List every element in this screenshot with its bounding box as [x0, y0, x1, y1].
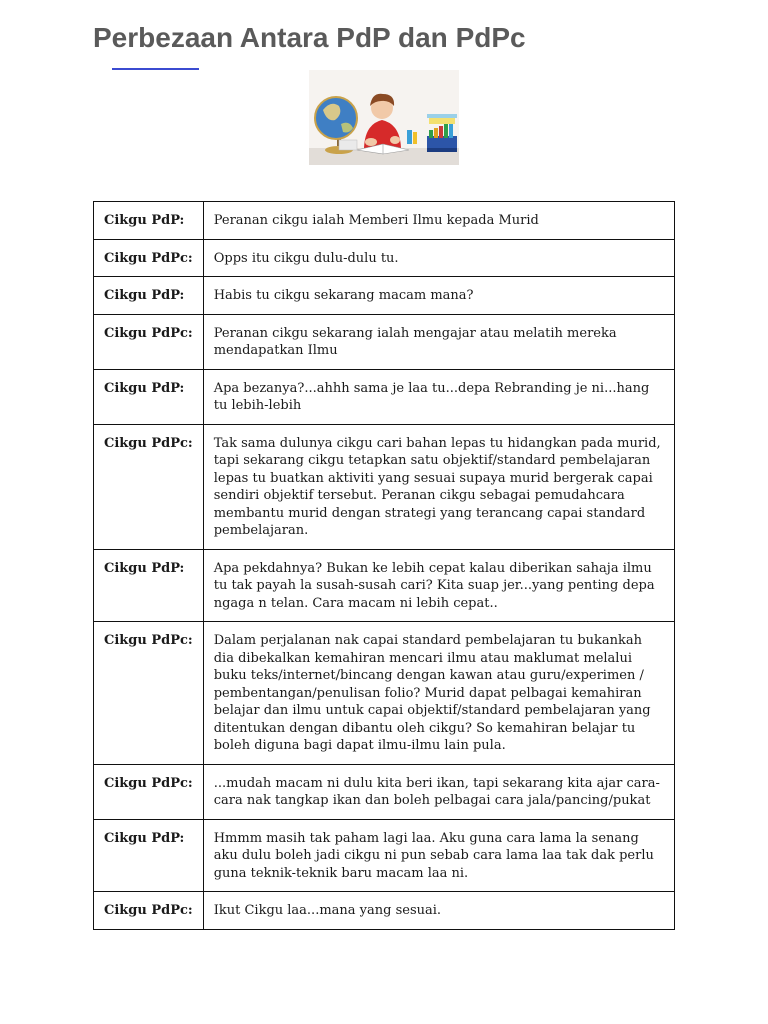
table-row: [94, 314, 675, 369]
speaker-label: Cikgu PdPc:: [94, 239, 204, 277]
speaker-label: Cikgu PdP:: [94, 202, 204, 240]
table-row: [94, 622, 675, 765]
dialogue-text: Dalam perjalanan nak capai standard pembelajaran tu bukankah dia dibekalkan kemahiran mencari ilmu atau maklumat melalui buku teks/internet/bincang dengan kawan atau guru/experimen / pembentangan/penulisan folio? Murid dapat pelbagai kemahiran belajar dan ilmu untuk capai objektif/standard pembelajaran yang ditentukan dengan dibantu oleh cikgu? So kemahiran belajar tu boleh diguna bagi dapat ilmu-ilmu lain pula.: [203, 622, 674, 765]
title-underline: [112, 68, 199, 70]
page-title: Perbezaan Antara PdP dan PdPc: [93, 22, 526, 53]
table-row: [94, 892, 675, 930]
speaker-label: Cikgu PdPc:: [94, 314, 204, 369]
table-row: [94, 549, 675, 622]
speaker-label: Cikgu PdP:: [94, 549, 204, 622]
dialogue-text: Hmmm masih tak paham lagi laa. Aku guna cara lama la senang aku dulu boleh jadi cikgu ni pun sebab cara lama laa tak dak perlu guna teknik-teknik baru macam laa ni.: [203, 819, 674, 892]
illustration-drawing: [309, 70, 459, 165]
table-row: [94, 369, 675, 424]
speaker-label: Cikgu PdPc:: [94, 424, 204, 549]
dialogue-text: Apa pekdahnya? Bukan ke lebih cepat kalau diberikan sahaja ilmu tu tak payah la susah-susah cari? Kita suap jer...yang penting depa ngaga n telan. Cara macam ni lebih cepat..: [203, 549, 674, 622]
dialogue-text: Habis tu cikgu sekarang macam mana?: [203, 277, 674, 315]
speaker-label: Cikgu PdP:: [94, 277, 204, 315]
boy-studying-illustration: [309, 70, 459, 165]
dialogue-text: Peranan cikgu sekarang ialah mengajar atau melatih mereka mendapatkan Ilmu: [203, 314, 674, 369]
table-row: [94, 277, 675, 315]
dialogue-text: Ikut Cikgu laa...mana yang sesuai.: [203, 892, 674, 930]
speaker-label: Cikgu PdP:: [94, 369, 204, 424]
dialogue-text: Apa bezanya?...ahhh sama je laa tu...depa Rebranding je ni...hang tu lebih-lebih: [203, 369, 674, 424]
table-row: [94, 202, 675, 240]
dialogue-text: Opps itu cikgu dulu-dulu tu.: [203, 239, 674, 277]
table-row: [94, 424, 675, 549]
speaker-label: Cikgu PdP:: [94, 819, 204, 892]
speaker-label: Cikgu PdPc:: [94, 892, 204, 930]
table-row: [94, 819, 675, 892]
speaker-label: Cikgu PdPc:: [94, 622, 204, 765]
dialogue-text: Peranan cikgu ialah Memberi Ilmu kepada Murid: [203, 202, 674, 240]
dialogue-table: [93, 201, 675, 930]
dialogue-text: ...mudah macam ni dulu kita beri ikan, tapi sekarang kita ajar cara-cara nak tangkap ikan dan boleh pelbagai cara jala/pancing/pukat: [203, 764, 674, 819]
table-row: [94, 764, 675, 819]
speaker-label: Cikgu PdPc:: [94, 764, 204, 819]
dialogue-text: Tak sama dulunya cikgu cari bahan lepas tu hidangkan pada murid, tapi sekarang cikgu tetapkan satu objektif/standard pembelajaran lepas tu buatkan aktiviti yang sesuai supaya murid bergerak capai sendiri objektif tersebut. Peranan cikgu sebagai pemudahcara membantu murid dengan strategi yang terancang capai standard pembelajaran.: [203, 424, 674, 549]
table-row: [94, 239, 675, 277]
